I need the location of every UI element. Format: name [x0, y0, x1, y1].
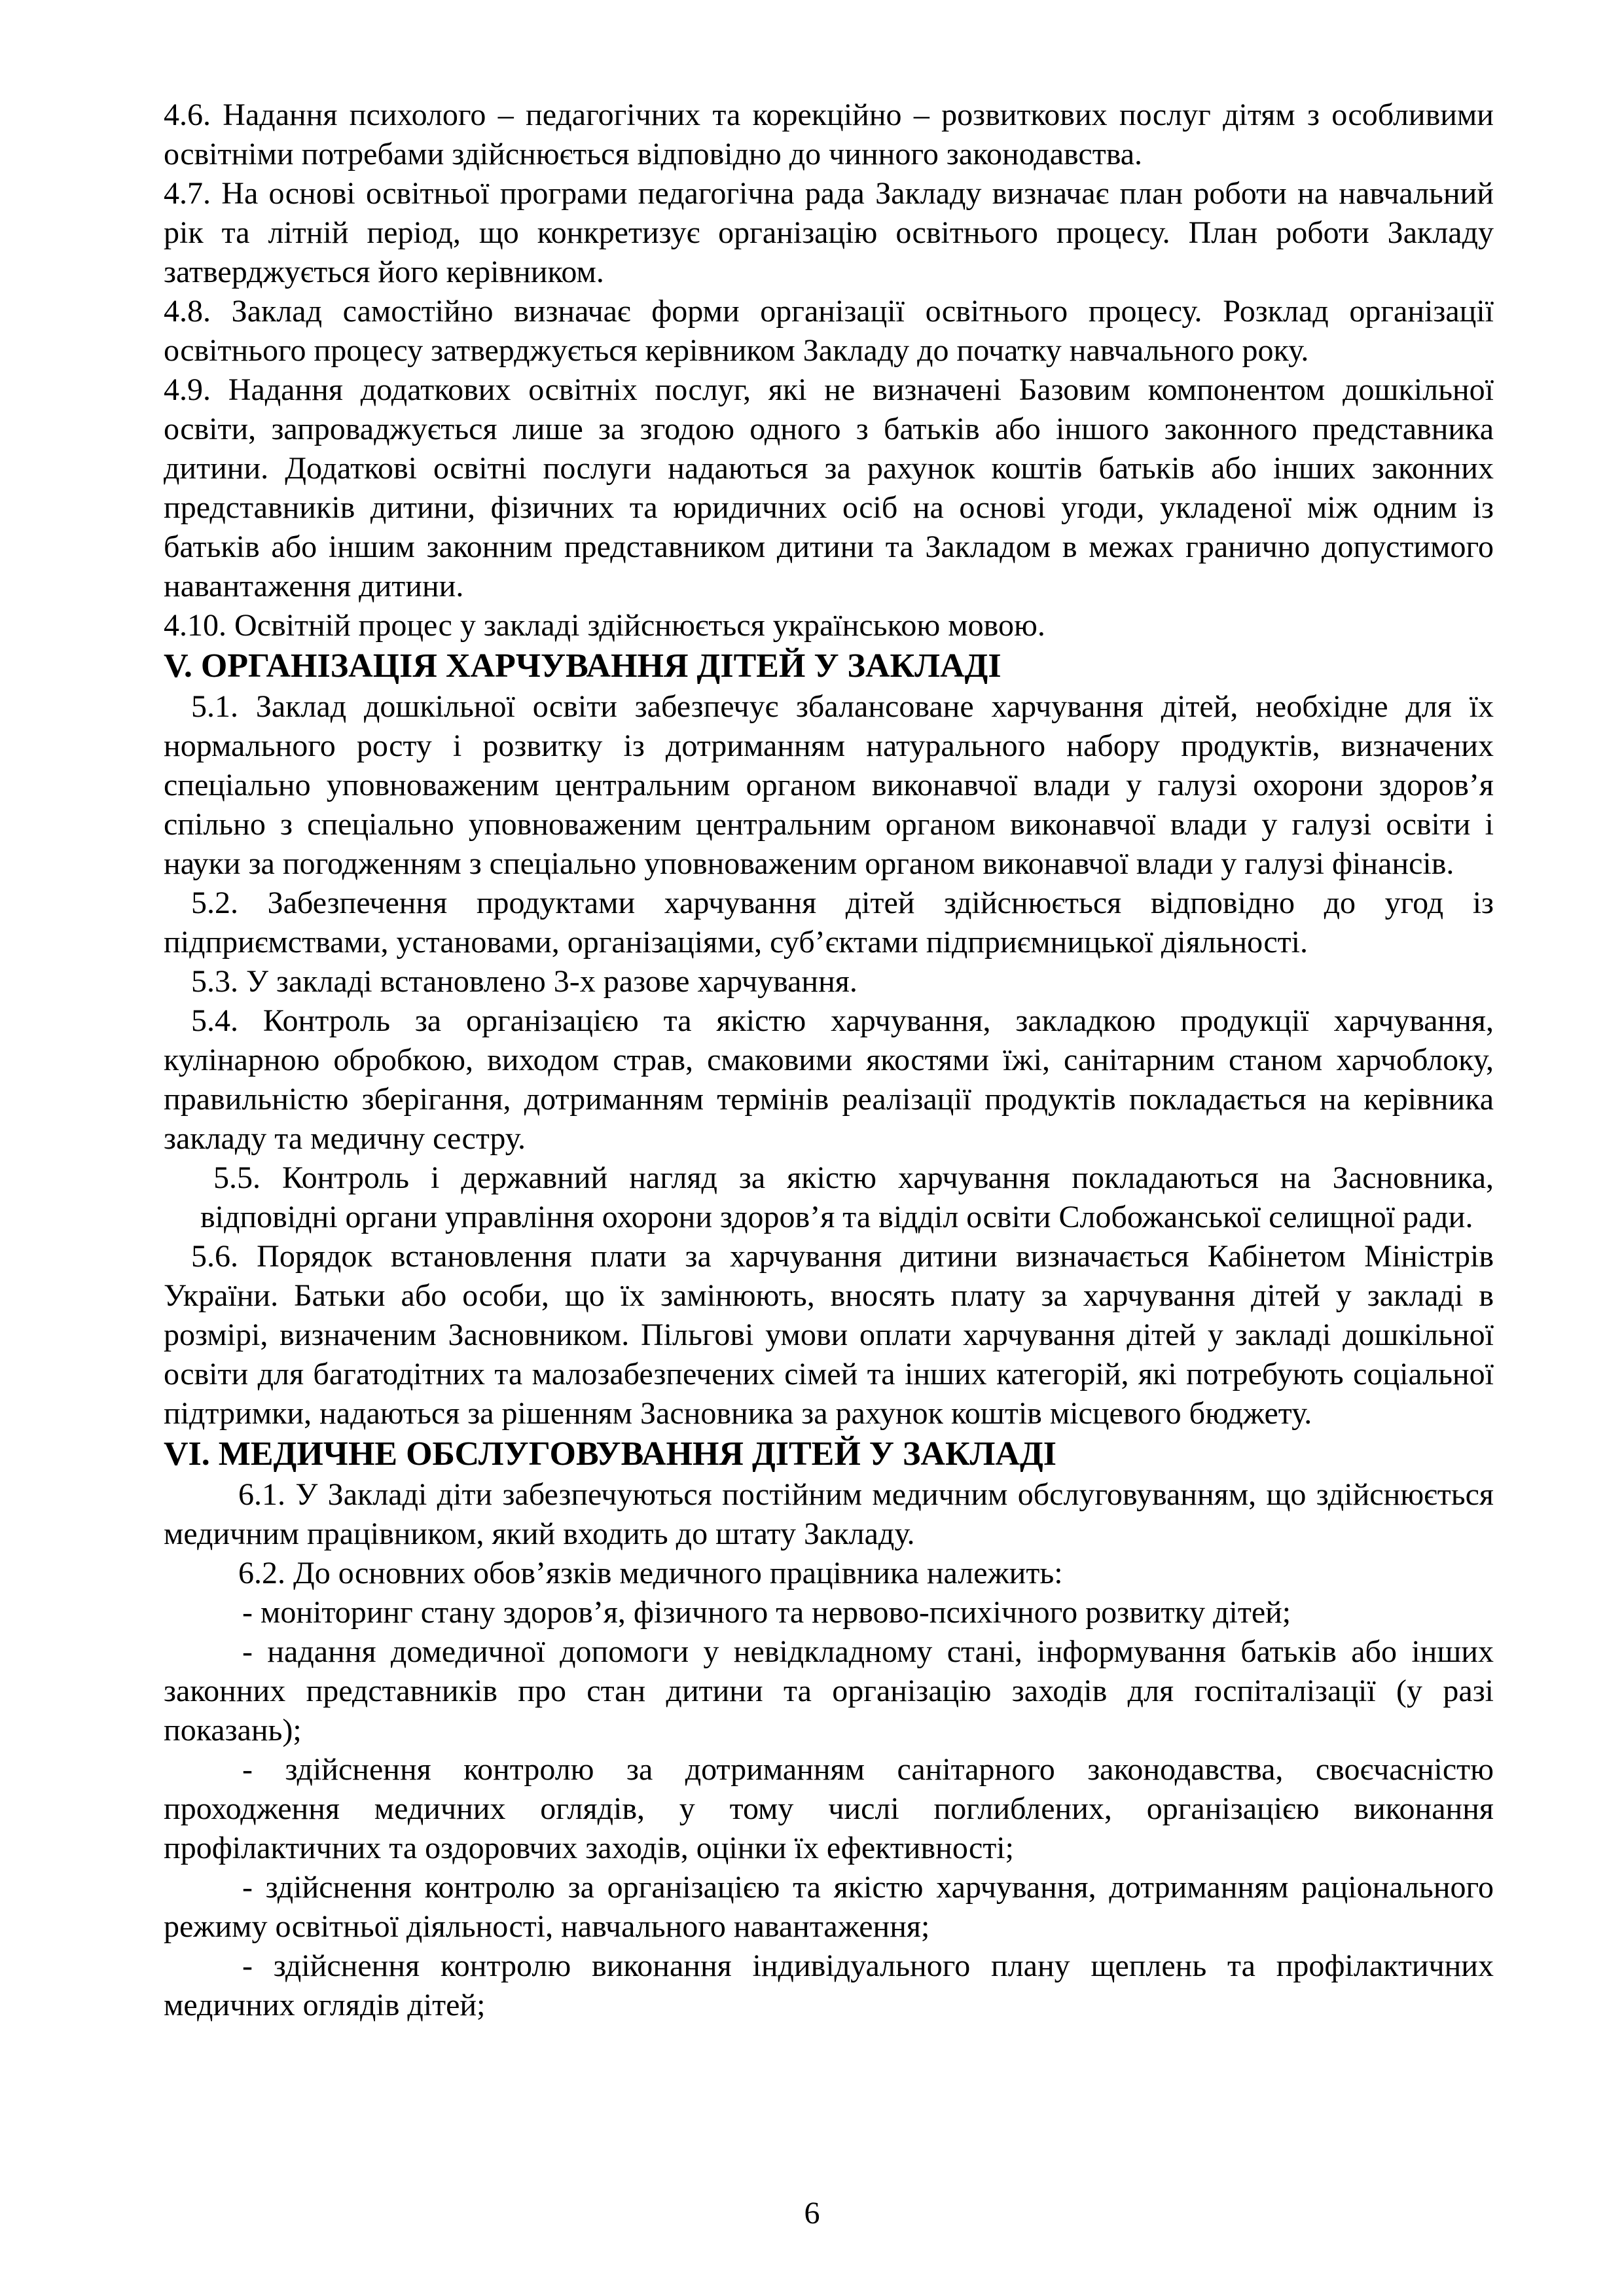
paragraph-4-10: 4.10. Освітній процес у закладі здійснюється українською мовою.: [164, 608, 1045, 643]
list-item-sanitary-control: - здійснення контролю за дотриманням санітарного законодавства, своєчасністю проходження медичних оглядів, у тому числі поглиблених, організацією виконання профілактичних та оздоровчих заходів, оцінки їх ефективності;: [164, 1752, 1494, 1865]
paragraph-6-1: 6.1. У Закладі діти забезпечуються постійним медичним обслуговуванням, що здійснюється медичним працівником, який входить до штату Закладу.: [164, 1477, 1494, 1551]
paragraph-4-8: 4.8. Заклад самостійно визначає форми організації освітнього процесу. Розклад організації освітнього процесу затверджується керівником Закладу до початку навчального року.: [164, 294, 1494, 368]
list-item-monitoring: - моніторинг стану здоров’я, фізичного та нервово-психічного розвитку дітей;: [242, 1595, 1291, 1630]
list-item-first-aid: - надання домедичної допомоги у невідкладному стані, інформування батьків або інших законних представників про стан дитини та організацію заходів для госпіталізації (у разі показань);: [164, 1634, 1494, 1748]
page-number: 6: [804, 2196, 820, 2231]
paragraph-6-2: 6.2. До основних обов’язків медичного працівника належить:: [238, 1556, 1063, 1590]
paragraph-5-1: 5.1. Заклад дошкільної освіти забезпечує збалансоване харчування дітей, необхідне для їх нормального росту і розвитку із дотриманням натурального набору продуктів, визначених спеціально уповноваженим центральним органом виконавчої влади у галузі охорони здоров’я спільно з спеціально уповноваженим центральним органом виконавчої влади у галузі освіти і науки за погодженням з спеціально уповноваженим органом виконавчої влади у галузі фінансів.: [164, 689, 1494, 881]
paragraph-4-7: 4.7. На основі освітньої програми педагогічна рада Закладу визначає план роботи на навчальний рік та літній період, що конкретизує організацію освітнього процесу. План роботи Закладу затверджується його керівником.: [164, 176, 1494, 289]
paragraph-4-6: 4.6. Надання психолого – педагогічних та корекційно – розвиткових послуг дітям з особливими освітніми потребами здійснюється відповідно до чинного законодавства.: [164, 98, 1494, 171]
paragraph-5-4: 5.4. Контроль за організацією та якістю харчування, закладкою продукції харчування, кулінарною обробкою, виходом страв, смаковими якостями їжі, санітарним станом харчоблоку, правильністю зберігання, дотриманням термінів реалізації продуктів покладається на керівника закладу та медичну сестру.: [164, 1003, 1494, 1156]
section-heading-vi: VI. МЕДИЧНЕ ОБСЛУГОВУВАННЯ ДІТЕЙ У ЗАКЛАДІ: [164, 1435, 1056, 1473]
paragraph-5-3: 5.3. У закладі встановлено 3-х разове харчування.: [191, 964, 857, 999]
section-heading-v: V. ОРГАНІЗАЦІЯ ХАРЧУВАННЯ ДІТЕЙ У ЗАКЛАДІ: [164, 647, 1001, 685]
paragraph-5-2: 5.2. Забезпечення продуктами харчування дітей здійснюється відповідно до угод із підприємствами, установами, організаціями, суб’єктами підприємницької діяльності.: [164, 886, 1494, 960]
list-item-nutrition-control: - здійснення контролю за організацією та якістю харчування, дотриманням раціонального режиму освітньої діяльності, навчального навантаження;: [164, 1870, 1494, 1944]
list-item-vaccination-plan: - здійснення контролю виконання індивідуального плану щеплень та профілактичних медичних оглядів дітей;: [164, 1948, 1494, 2022]
paragraph-4-9: 4.9. Надання додаткових освітніх послуг, які не визначені Базовим компонентом дошкільної освіти, запроваджується лише за згодою одного з батьків або іншого законного представника дитини. Додаткові освітні послуги надаються за рахунок коштів батьків або інших законних представників дитини, фізичних та юридичних осіб на основі угоди, укладеної між одним із батьків або іншим законним представником дитини та Закладом в межах гранично допустимого навантаження дитини.: [164, 372, 1494, 603]
document-body: [164, 96, 1494, 2025]
paragraph-5-6: 5.6. Порядок встановлення плати за харчування дитини визначається Кабінетом Міністрів України. Батьки або особи, що їх замінюють, вносять плату за харчування дітей у закладі в розмірі, визначеним Засновником. Пільгові умови оплати харчування дітей у закладі дошкільної освіти для багатодітних та малозабезпечених сімей та інших категорій, які потребують соціальної підтримки, надаються за рішенням Засновника за рахунок коштів місцевого бюджету.: [164, 1239, 1494, 1431]
paragraph-5-5: 5.5. Контроль і державний нагляд за якістю харчування покладаються на Засновника, відповідні органи управління охорони здоров’я та відділ освіти Слобожанської селищної ради.: [200, 1160, 1494, 1234]
